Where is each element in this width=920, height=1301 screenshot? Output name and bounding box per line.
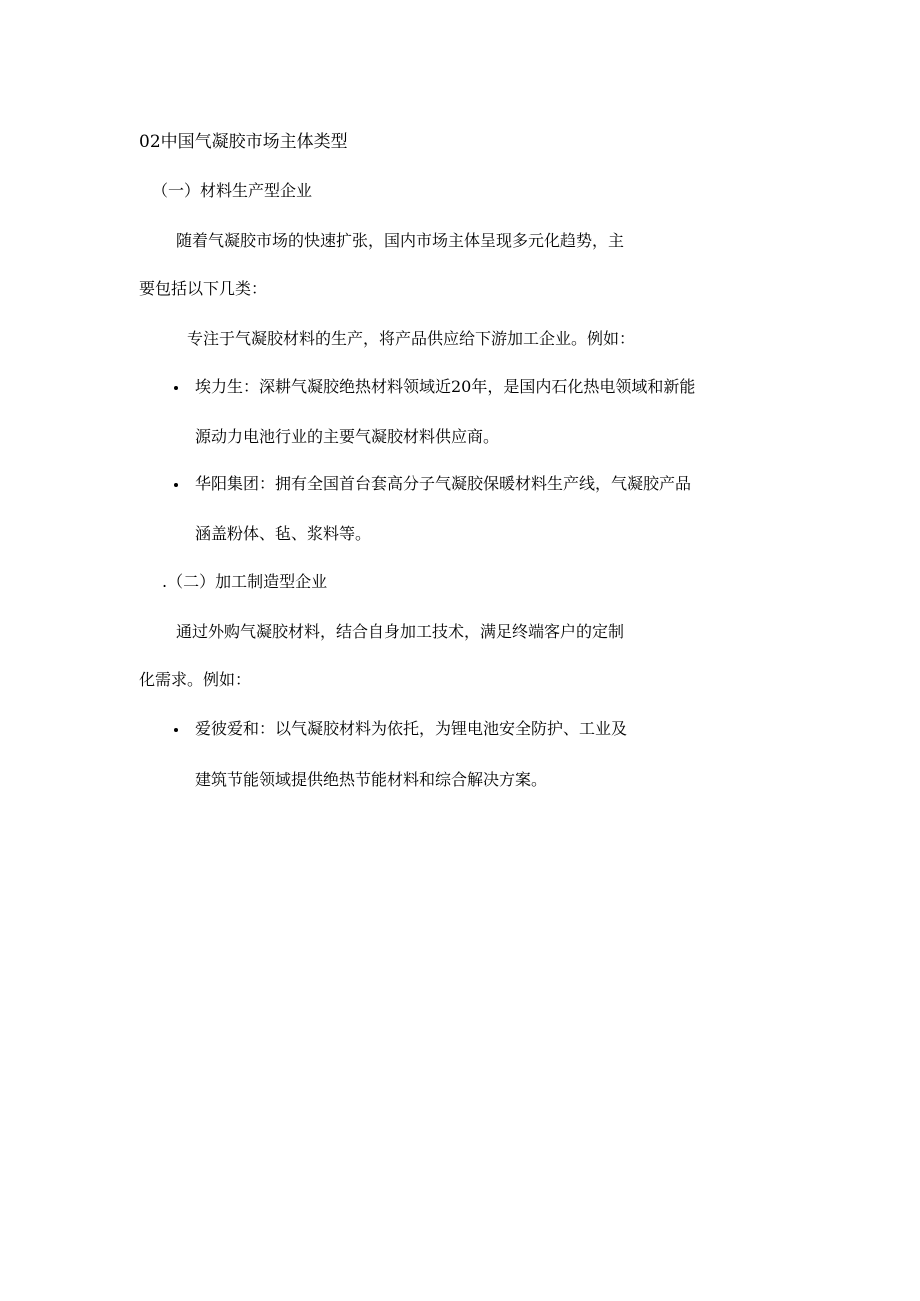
subsection-1-description: 专注于气凝胶材料的生产，将产品供应给下游加工企业。例如：: [187, 329, 636, 348]
bullet-dot-1: [174, 386, 178, 390]
subsection-heading-1: （一）材料生产型企业: [152, 181, 313, 200]
bullet-2-line-1: 华阳集团：拥有全国首台套高分子气凝胶保暖材料生产线，气凝胶产品: [195, 474, 692, 493]
bullet-3-line-2: 建筑节能领域提供绝热节能材料和综合解决方案。: [195, 770, 548, 789]
subsection-2-description-line-1: 通过外购气凝胶材料，结合自身加工技术，满足终端客户的定制: [176, 622, 625, 641]
subsection-heading-2: .（二）加工制造型企业: [162, 572, 328, 591]
bullet-3-line-1: 爱彼爱和：以气凝胶材料为依托，为锂电池安全防护、工业及: [195, 719, 628, 738]
subsection-2-description-line-2: 化需求。例如：: [139, 670, 252, 689]
bullet-dot-3: [174, 728, 178, 732]
bullet-2-line-2: 涵盖粉体、毡、浆料等。: [195, 524, 372, 543]
bullet-1-line-2: 源动力电池行业的主要气凝胶材料供应商。: [195, 427, 500, 446]
intro-paragraph-line-2: 要包括以下几类：: [139, 279, 268, 298]
bullet-dot-2: [174, 483, 178, 487]
bullet-1-line-1: 埃力生：深耕气凝胶绝热材料领域近20年，是国内石化热电领域和新能: [195, 377, 696, 396]
section-title: 02中国气凝胶市场主体类型: [139, 132, 348, 152]
intro-paragraph-line-1: 随着气凝胶市场的快速扩张，国内市场主体呈现多元化趋势，主: [176, 231, 625, 250]
